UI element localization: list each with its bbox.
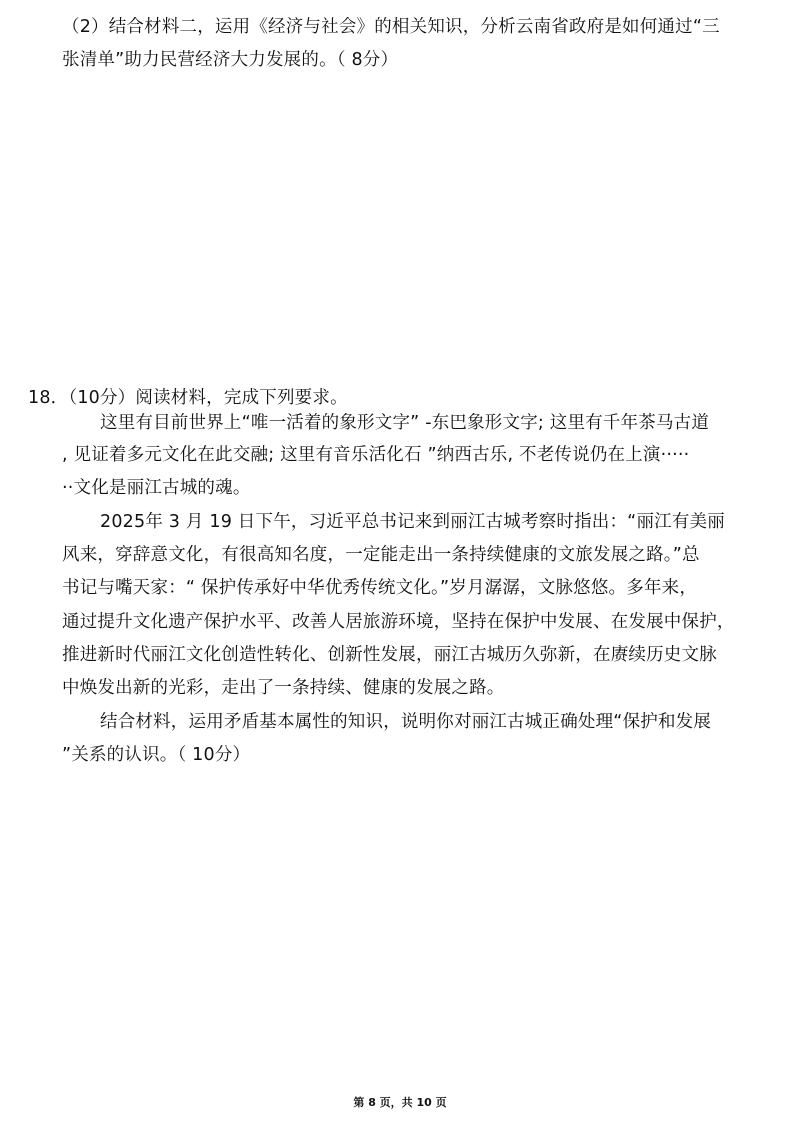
q18-material-para2-line-1: 2025年 3 月 19 日下午，习近平总书记来到丽江古城考察时指出：“丽江有美丽 <box>100 512 725 532</box>
q18-material-para1-line-3: ··文化是丽江古城的魂。 <box>62 478 251 498</box>
q18-material-para2-line-3: 书记与嘴天家：“ 保护传承好中华优秀传统文化。”岁月潺潺，文脉悠悠。多年来， <box>62 578 698 598</box>
q18-material-para2-line-6: 中焕发出新的光彩，走出了一条持续、健康的发展之路。 <box>62 678 505 698</box>
q18-material-para1-line-2: , 见证着多元文化在此交融; 这里有音乐活化石 ”纳西古乐, 不老传说仍在上演····· <box>62 445 690 465</box>
page-number-footer: 第 8 页，共 10 页 <box>353 1096 447 1109</box>
q18-material-para2-line-4: 通过提升文化遗产保护水平、改善人居旅游环境，坚持在保护中发展、在发展中保护， <box>62 612 735 632</box>
q18-material-para2-line-2: 风来，穿辞意文化，有很高知名度，一定能走出一条持续健康的文旅发展之路。”总 <box>62 545 700 565</box>
q17-part2-line-1: （2）结合材料二，运用《经济与社会》的相关知识，分析云南省政府是如何通过“三 <box>62 17 720 37</box>
q17-part2-line-2: 张清单”助力民营经济大力发展的。（ 8分） <box>62 50 399 70</box>
q18-question-line-2: ”关系的认识。（ 10分） <box>62 745 251 765</box>
q18-material-para1-line-1: 这里有目前世界上“唯一活着的象形文字” -东巴象形文字; 这里有千年茶马古道 <box>100 413 710 433</box>
q18-header: 18．（10分）阅读材料，完成下列要求。 <box>28 388 348 408</box>
q18-material-para2-line-5: 推进新时代丽江文化创造性转化、创新性发展，丽江古城历久弥新，在赓续历史文脉 <box>62 645 717 665</box>
q18-question-line-1: 结合材料，运用矛盾基本属性的知识，说明你对丽江古城正确处理“保护和发展 <box>100 712 712 732</box>
